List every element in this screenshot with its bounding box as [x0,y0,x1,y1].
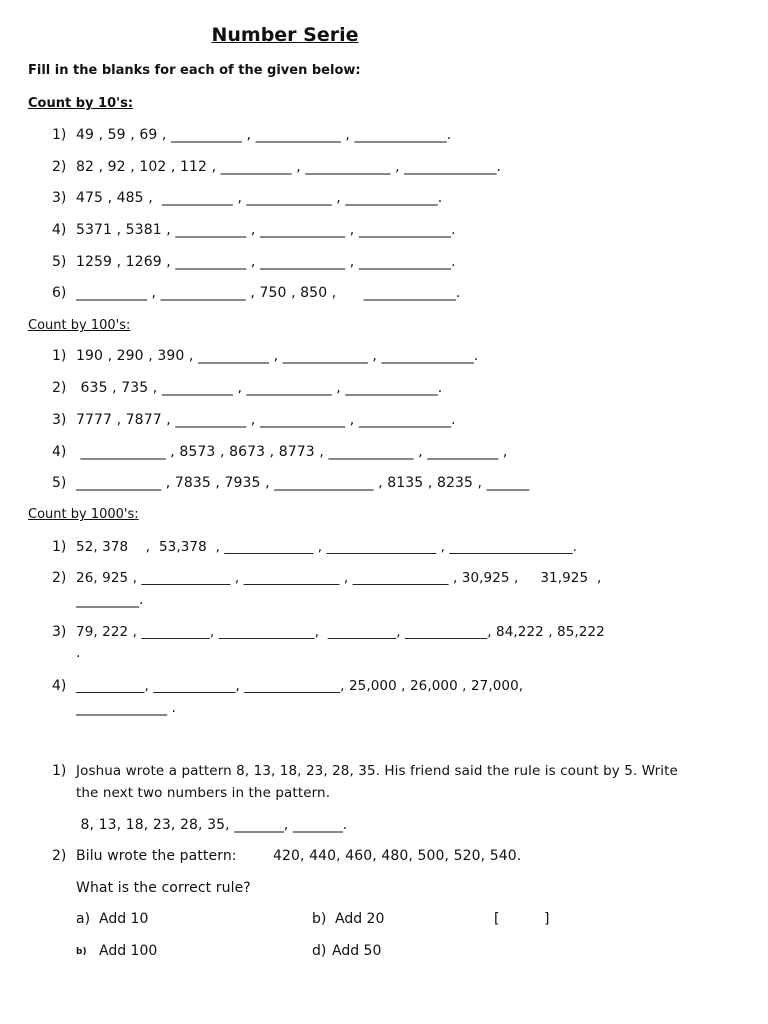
series-line-continuation: _________. [76,592,144,608]
series-line-continuation: _____________ . [76,700,176,716]
item-number: 1) [52,348,67,364]
series-line: 79, 222 , __________, ______________, __________, ____________, 84,222 , 85,222 [76,624,605,640]
option-text: Add 20 [335,911,385,927]
item-number: 1) [52,127,67,143]
section-heading-hundreds: Count by 100's: [28,318,131,333]
series-line: 26, 925 , _____________ , ______________ , ______________ , 30,925 , 31,925 , [76,570,602,586]
section-heading-tens: Count by 10's: [28,96,134,111]
item-number: 4) [52,444,67,460]
item-number: 2) [52,380,67,396]
problem-text: Bilu wrote the pattern: 420, 440, 460, 480, 500, 520, 540. [76,848,522,864]
series-line: __________ , ____________ , 750 , 850 , _____________. [76,285,461,301]
item-number: 5) [52,475,67,491]
option-label: b) [312,911,327,927]
item-number: 5) [52,254,67,270]
series-line: ____________ , 7835 , 7935 , ______________ , 8135 , 8235 , ______ [76,475,530,491]
item-number: 4) [52,678,67,694]
series-line: __________, ____________, ______________, 25,000 , 26,000 , 27,000, [76,678,524,694]
series-line: 52, 378 , 53,378 , _____________ , ________________ , __________________. [76,539,578,555]
series-line: 7777 , 7877 , __________ , ____________ , _____________. [76,412,456,428]
item-number: 4) [52,222,67,238]
option-label: a) [76,911,91,927]
series-line: 475 , 485 , __________ , ____________ , _____________. [76,190,443,206]
problem-text-continued: the next two numbers in the pattern. [76,785,331,801]
series-line: 5371 , 5381 , __________ , ____________ , _____________. [76,222,456,238]
problem-number: 1) [52,763,67,779]
item-number: 3) [52,412,67,428]
answer-bracket: [ ] [494,911,550,927]
option-text: Add 100 [99,943,158,959]
problem-number: 2) [52,848,67,864]
series-line: 49 , 59 , 69 , __________ , ____________ , _____________. [76,127,452,143]
series-line: 190 , 290 , 390 , __________ , ____________ , _____________. [76,348,479,364]
problem-question: What is the correct rule? [76,880,251,896]
series-line: 82 , 92 , 102 , 112 , __________ , ____________ , _____________. [76,159,502,175]
series-line: 1259 , 1269 , __________ , ____________ , _____________. [76,254,456,270]
problem-answer-line: 8, 13, 18, 23, 28, 35, _______, _______. [76,817,348,833]
instructions: Fill in the blanks for each of the given below: [28,63,361,78]
item-number: 2) [52,570,67,586]
series-line: ____________ , 8573 , 8673 , 8773 , ____________ , __________ , [76,444,508,460]
item-number: 1) [52,539,67,555]
problem-text: Joshua wrote a pattern 8, 13, 18, 23, 28, 35. His friend said the rule is count by 5. Write [76,763,678,779]
option-label: b) [76,947,87,957]
option-label: d) [312,943,327,959]
page-title: Number Serie [211,24,359,46]
option-text: Add 10 [99,911,149,927]
item-number: 2) [52,159,67,175]
series-line: 635 , 735 , __________ , ____________ , _____________. [76,380,443,396]
item-number: 3) [52,190,67,206]
section-heading-thousands: Count by 1000's: [28,507,139,522]
series-line-continuation: . [76,645,81,661]
item-number: 6) [52,285,67,301]
option-text: Add 50 [332,943,382,959]
item-number: 3) [52,624,67,640]
